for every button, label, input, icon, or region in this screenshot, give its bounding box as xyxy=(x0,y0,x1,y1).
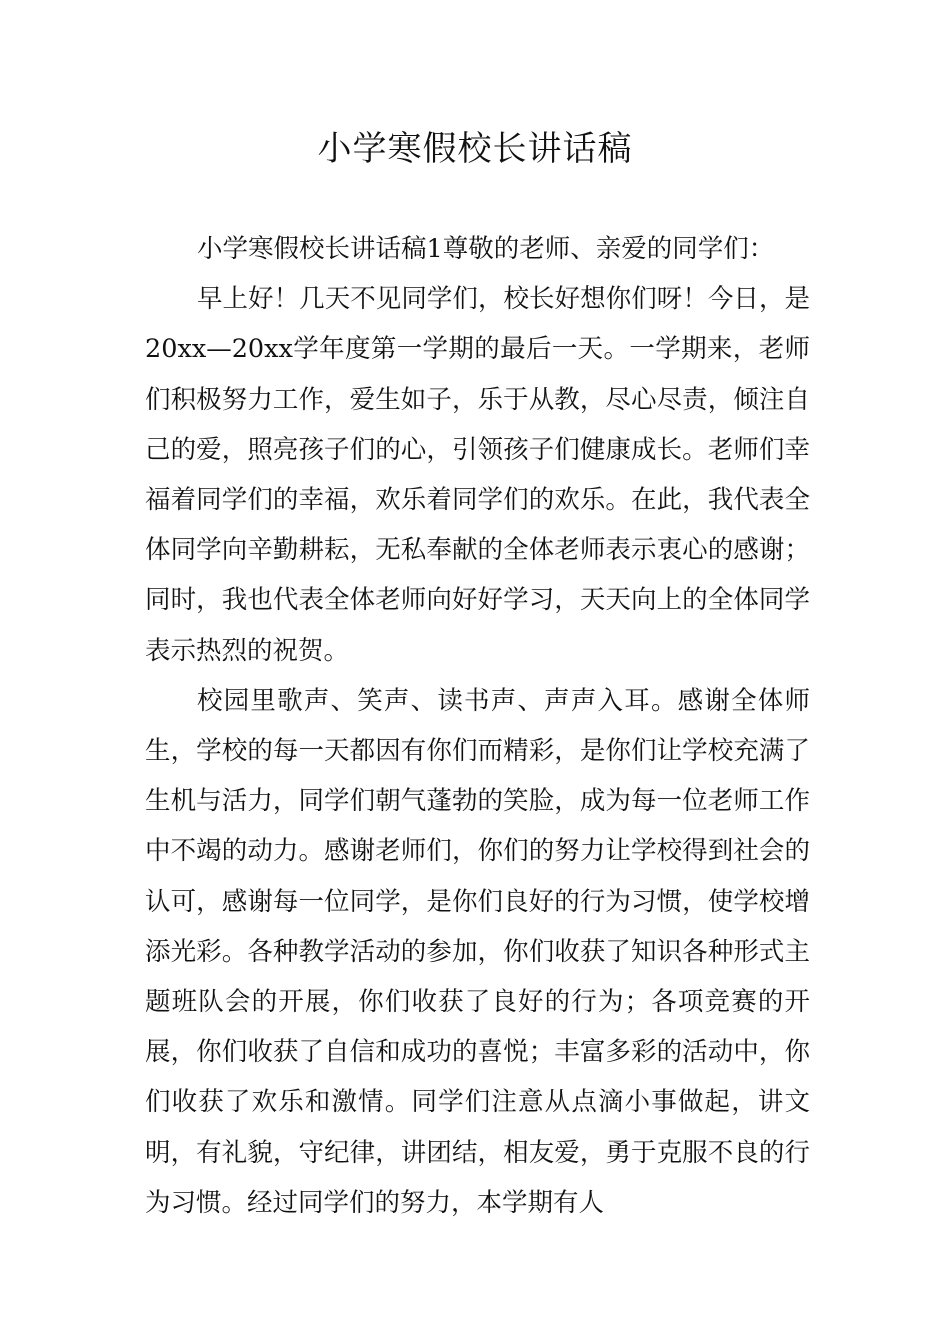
document-title: 小学寒假校长讲话稿 xyxy=(317,129,633,169)
paragraph-greeting: 早上好！几天不见同学们，校长好想你们呀！今日，是20xx—20xx学年度第一学期的最后一天。一学期来，老师们积极努力工作，爱生如子，乐于从教，尽心尽责，倾注自己的爱，照亮孩子们的心，引领孩子们健康成长。老师们幸福着同学们的幸福，欢乐着同学们的欢乐。在此，我代表全体同学向辛勤耕耘，无私奉献的全体老师表示衷心的感谢；同时，我也代表全体老师向好好学习，天天向上的全体同学表示热烈的祝贺。 xyxy=(145,284,810,666)
paragraph-campus: 校园里歌声、笑声、读书声、声声入耳。感谢全体师生，学校的每一天都因有你们而精彩，是你们让学校充满了生机与活力，同学们朝气蓬勃的笑脸，成为每一位老师工作中不竭的动力。感谢老师们，你们的努力让学校得到社会的认可，感谢每一位同学，是你们良好的行为习惯，使学校增添光彩。各种教学活动的参加，你们收获了知识各种形式主题班队会的开展，你们收获了良好的行为；各项竞赛的开展，你们收获了自信和成功的喜悦；丰富多彩的活动中，你们收获了欢乐和激情。同学们注意从点滴小事做起，讲文明，有礼貌，守纪律，讲团结，相友爱，勇于克服不良的行为习惯。经过同学们的努力，本学期有人 xyxy=(145,685,810,1218)
document-body xyxy=(145,224,810,1228)
paragraph-intro: 小学寒假校长讲话稿1尊敬的老师、亲爱的同学们： xyxy=(197,234,775,264)
